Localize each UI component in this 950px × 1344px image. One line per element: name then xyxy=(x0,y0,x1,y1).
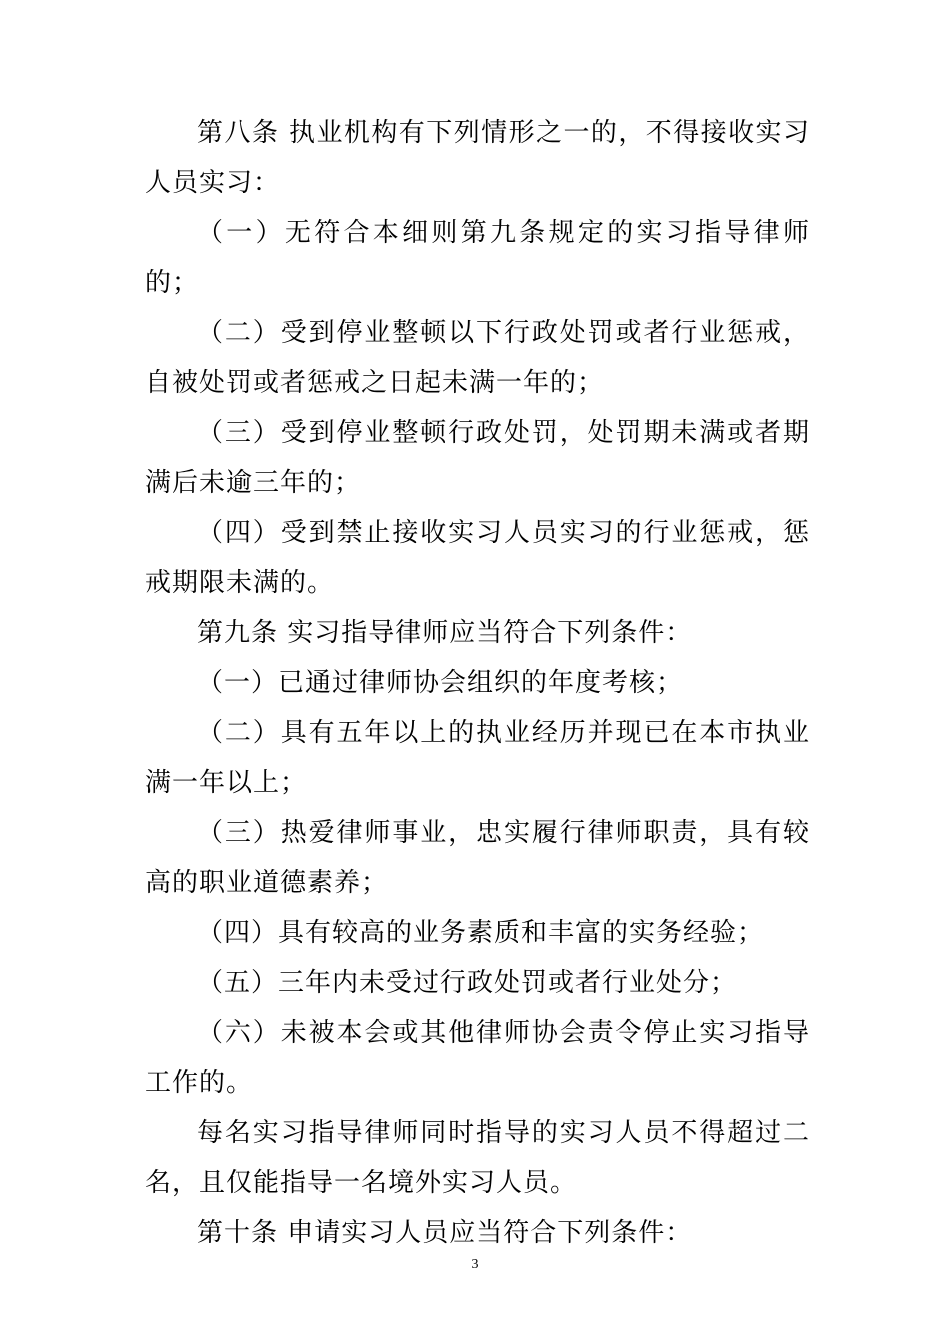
article-9-item-3: （三）热爱律师事业，忠实履行律师职责，具有较高的职业道德素养； xyxy=(145,818,810,898)
article-9-item-2: （二）具有五年以上的执业经历并现已在本市执业满一年以上； xyxy=(145,718,810,798)
article-10-heading: 第十条 申请实习人员应当符合下列条件： xyxy=(197,1218,693,1248)
article-9-item-1: （一）已通过律师协会组织的年度考核； xyxy=(197,668,684,698)
article-8-heading: 第八条 执业机构有下列情形之一的，不得接收实习人员实习： xyxy=(145,118,810,198)
article-9-note: 每名实习指导律师同时指导的实习人员不得超过二名，且仅能指导一名境外实习人员。 xyxy=(145,1118,810,1198)
article-9-item-5: （五）三年内未受过行政处罚或者行业处分； xyxy=(197,968,738,998)
article-8-item-3: （三）受到停业整顿行政处罚，处罚期未满或者期满后未逾三年的； xyxy=(145,418,810,498)
article-8-item-2: （二）受到停业整顿以下行政处罚或者行业惩戒，自被处罚或者惩戒之日起未满一年的； xyxy=(145,318,810,398)
article-9-heading: 第九条 实习指导律师应当符合下列条件： xyxy=(197,618,693,648)
article-9-item-4: （四）具有较高的业务素质和丰富的实务经验； xyxy=(197,918,765,948)
article-9-item-6: （六）未被本会或其他律师协会责令停止实习指导工作的。 xyxy=(145,1018,810,1098)
page-number: 3 xyxy=(471,1257,479,1272)
article-8-item-1: （一）无符合本细则第九条规定的实习指导律师的； xyxy=(145,218,810,298)
document-body xyxy=(145,108,810,1258)
article-8-item-4: （四）受到禁止接收实习人员实习的行业惩戒，惩戒期限未满的。 xyxy=(145,518,810,598)
